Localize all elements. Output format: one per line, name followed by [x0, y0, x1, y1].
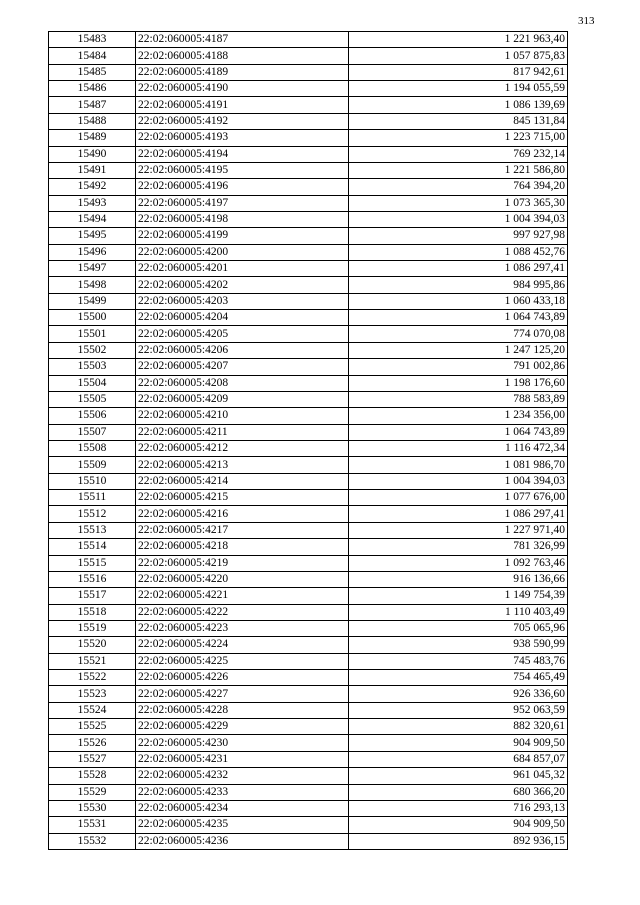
cadastral-value-cell: 1 110 403,49: [349, 604, 568, 620]
cadastral-value-cell: 1 221 586,80: [349, 162, 568, 178]
row-number-cell: 15510: [49, 473, 136, 489]
cadastral-value-cell: 1 223 715,00: [349, 130, 568, 146]
cadastral-value-cell: 1 149 754,39: [349, 588, 568, 604]
cadastral-value-cell: 1 194 055,59: [349, 81, 568, 97]
cadastral-value-cell: 984 995,86: [349, 277, 568, 293]
row-number-cell: 15525: [49, 719, 136, 735]
row-number-cell: 15519: [49, 620, 136, 636]
cadastral-number-cell: 22:02:060005:4214: [136, 473, 349, 489]
cadastral-value-cell: 938 590,99: [349, 637, 568, 653]
row-number-cell: 15505: [49, 391, 136, 407]
row-number-cell: 15502: [49, 342, 136, 358]
row-number-cell: 15488: [49, 113, 136, 129]
table-row: [49, 784, 568, 800]
table-row: [49, 473, 568, 489]
row-number-cell: 15512: [49, 506, 136, 522]
cadastral-number-cell: 22:02:060005:4202: [136, 277, 349, 293]
table-row: [49, 604, 568, 620]
cadastral-value-cell: 892 936,15: [349, 833, 568, 849]
cadastral-value-cell: 1 057 875,83: [349, 48, 568, 64]
cadastral-number-cell: 22:02:060005:4198: [136, 211, 349, 227]
table-row: [49, 162, 568, 178]
table-row: [49, 228, 568, 244]
table-row: [49, 555, 568, 571]
cadastral-value-cell: 680 366,20: [349, 784, 568, 800]
row-number-cell: 15531: [49, 817, 136, 833]
cadastral-number-cell: 22:02:060005:4193: [136, 130, 349, 146]
row-number-cell: 15504: [49, 375, 136, 391]
cadastral-value-cell: 1 092 763,46: [349, 555, 568, 571]
cadastral-number-cell: 22:02:060005:4222: [136, 604, 349, 620]
cadastral-number-cell: 22:02:060005:4234: [136, 800, 349, 816]
cadastral-value-cell: 1 227 971,40: [349, 522, 568, 538]
row-number-cell: 15494: [49, 211, 136, 227]
cadastral-value-cell: 684 857,07: [349, 751, 568, 767]
cadastral-number-cell: 22:02:060005:4215: [136, 490, 349, 506]
table-row: [49, 48, 568, 64]
table-row: [49, 146, 568, 162]
table-row: [49, 375, 568, 391]
row-number-cell: 15518: [49, 604, 136, 620]
table-row: [49, 735, 568, 751]
cadastral-value-cell: 845 131,84: [349, 113, 568, 129]
cadastral-value-cell: 754 465,49: [349, 670, 568, 686]
cadastral-number-cell: 22:02:060005:4207: [136, 359, 349, 375]
cadastral-number-cell: 22:02:060005:4201: [136, 261, 349, 277]
row-number-cell: 15506: [49, 408, 136, 424]
cadastral-number-cell: 22:02:060005:4188: [136, 48, 349, 64]
table-row: [49, 32, 568, 48]
row-number-cell: 15496: [49, 244, 136, 260]
cadastral-value-cell: 769 232,14: [349, 146, 568, 162]
cadastral-value-cell: 882 320,61: [349, 719, 568, 735]
table-row: [49, 833, 568, 849]
cadastral-number-cell: 22:02:060005:4211: [136, 424, 349, 440]
table-row: [49, 261, 568, 277]
table-body: [49, 32, 568, 850]
cadastral-number-cell: 22:02:060005:4190: [136, 81, 349, 97]
row-number-cell: 15515: [49, 555, 136, 571]
row-number-cell: 15498: [49, 277, 136, 293]
table-row: [49, 539, 568, 555]
row-number-cell: 15501: [49, 326, 136, 342]
row-number-cell: 15513: [49, 522, 136, 538]
cadastral-number-cell: 22:02:060005:4208: [136, 375, 349, 391]
cadastral-number-cell: 22:02:060005:4229: [136, 719, 349, 735]
table-row: [49, 440, 568, 456]
cadastral-value-cell: 952 063,59: [349, 702, 568, 718]
table-row: [49, 130, 568, 146]
row-number-cell: 15507: [49, 424, 136, 440]
table-row: [49, 522, 568, 538]
cadastral-value-cell: 774 070,08: [349, 326, 568, 342]
cadastral-number-cell: 22:02:060005:4223: [136, 620, 349, 636]
cadastral-value-cell: 904 909,50: [349, 817, 568, 833]
cadastral-value-cell: 1 004 394,03: [349, 473, 568, 489]
cadastral-number-cell: 22:02:060005:4218: [136, 539, 349, 555]
cadastral-value-cell: 1 116 472,34: [349, 440, 568, 456]
row-number-cell: 15487: [49, 97, 136, 113]
cadastral-value-cell: 788 583,89: [349, 391, 568, 407]
row-number-cell: 15529: [49, 784, 136, 800]
cadastral-value-cell: 705 065,96: [349, 620, 568, 636]
cadastral-number-cell: 22:02:060005:4231: [136, 751, 349, 767]
row-number-cell: 15484: [49, 48, 136, 64]
table-row: [49, 97, 568, 113]
table-row: [49, 653, 568, 669]
table-row: [49, 424, 568, 440]
cadastral-value-cell: 817 942,61: [349, 64, 568, 80]
table-row: [49, 113, 568, 129]
row-number-cell: 15530: [49, 800, 136, 816]
cadastral-value-cell: 1 073 365,30: [349, 195, 568, 211]
cadastral-number-cell: 22:02:060005:4210: [136, 408, 349, 424]
cadastral-value-cell: 1 060 433,18: [349, 293, 568, 309]
table-row: [49, 179, 568, 195]
cadastral-number-cell: 22:02:060005:4189: [136, 64, 349, 80]
row-number-cell: 15524: [49, 702, 136, 718]
table-row: [49, 702, 568, 718]
table-row: [49, 81, 568, 97]
cadastral-number-cell: 22:02:060005:4205: [136, 326, 349, 342]
cadastral-number-cell: 22:02:060005:4219: [136, 555, 349, 571]
cadastral-number-cell: 22:02:060005:4200: [136, 244, 349, 260]
row-number-cell: 15483: [49, 32, 136, 48]
row-number-cell: 15509: [49, 457, 136, 473]
table-row: [49, 408, 568, 424]
cadastral-value-cell: 1 086 139,69: [349, 97, 568, 113]
cadastral-value-cell: 1 198 176,60: [349, 375, 568, 391]
cadastral-number-cell: 22:02:060005:4194: [136, 146, 349, 162]
cadastral-value-cell: 764 394,20: [349, 179, 568, 195]
page-number: 313: [578, 15, 595, 27]
cadastral-value-cell: 1 221 963,40: [349, 32, 568, 48]
cadastral-number-cell: 22:02:060005:4225: [136, 653, 349, 669]
table-row: [49, 670, 568, 686]
cadastral-value-cell: 1 088 452,76: [349, 244, 568, 260]
table-row: [49, 686, 568, 702]
cadastral-number-cell: 22:02:060005:4236: [136, 833, 349, 849]
table-row: [49, 342, 568, 358]
cadastral-value-cell: 961 045,32: [349, 768, 568, 784]
row-number-cell: 15532: [49, 833, 136, 849]
cadastral-value-cell: 791 002,86: [349, 359, 568, 375]
cadastral-number-cell: 22:02:060005:4209: [136, 391, 349, 407]
table-row: [49, 64, 568, 80]
row-number-cell: 15521: [49, 653, 136, 669]
table-row: [49, 195, 568, 211]
table-row: [49, 277, 568, 293]
row-number-cell: 15499: [49, 293, 136, 309]
cadastral-number-cell: 22:02:060005:4191: [136, 97, 349, 113]
cadastral-number-cell: 22:02:060005:4227: [136, 686, 349, 702]
cadastral-value-cell: 926 336,60: [349, 686, 568, 702]
cadastral-number-cell: 22:02:060005:4233: [136, 784, 349, 800]
cadastral-value-cell: 1 234 356,00: [349, 408, 568, 424]
cadastral-number-cell: 22:02:060005:4212: [136, 440, 349, 456]
cadastral-number-cell: 22:02:060005:4221: [136, 588, 349, 604]
cadastral-number-cell: 22:02:060005:4224: [136, 637, 349, 653]
table-row: [49, 719, 568, 735]
cadastral-number-cell: 22:02:060005:4230: [136, 735, 349, 751]
table-row: [49, 457, 568, 473]
row-number-cell: 15486: [49, 81, 136, 97]
cadastral-value-cell: 1 064 743,89: [349, 424, 568, 440]
row-number-cell: 15491: [49, 162, 136, 178]
cadastral-value-cell: 916 136,66: [349, 571, 568, 587]
table-row: [49, 293, 568, 309]
cadastral-number-cell: 22:02:060005:4204: [136, 310, 349, 326]
cadastral-number-cell: 22:02:060005:4226: [136, 670, 349, 686]
row-number-cell: 15500: [49, 310, 136, 326]
table-row: [49, 326, 568, 342]
cadastral-value-cell: 1 247 125,20: [349, 342, 568, 358]
table-row: [49, 571, 568, 587]
row-number-cell: 15508: [49, 440, 136, 456]
row-number-cell: 15522: [49, 670, 136, 686]
table-row: [49, 490, 568, 506]
cadastral-value-table: [48, 31, 568, 850]
row-number-cell: 15514: [49, 539, 136, 555]
cadastral-value-cell: 1 086 297,41: [349, 506, 568, 522]
cadastral-value-cell: 1 004 394,03: [349, 211, 568, 227]
cadastral-value-cell: 1 077 676,00: [349, 490, 568, 506]
row-number-cell: 15526: [49, 735, 136, 751]
table-row: [49, 211, 568, 227]
row-number-cell: 15493: [49, 195, 136, 211]
cadastral-number-cell: 22:02:060005:4196: [136, 179, 349, 195]
table-row: [49, 620, 568, 636]
cadastral-number-cell: 22:02:060005:4206: [136, 342, 349, 358]
row-number-cell: 15527: [49, 751, 136, 767]
cadastral-number-cell: 22:02:060005:4228: [136, 702, 349, 718]
row-number-cell: 15516: [49, 571, 136, 587]
table-row: [49, 506, 568, 522]
cadastral-number-cell: 22:02:060005:4199: [136, 228, 349, 244]
row-number-cell: 15492: [49, 179, 136, 195]
table-row: [49, 359, 568, 375]
table-row: [49, 768, 568, 784]
cadastral-number-cell: 22:02:060005:4192: [136, 113, 349, 129]
row-number-cell: 15511: [49, 490, 136, 506]
table-row: [49, 817, 568, 833]
cadastral-number-cell: 22:02:060005:4232: [136, 768, 349, 784]
cadastral-number-cell: 22:02:060005:4195: [136, 162, 349, 178]
table-row: [49, 800, 568, 816]
cadastral-number-cell: 22:02:060005:4216: [136, 506, 349, 522]
row-number-cell: 15490: [49, 146, 136, 162]
cadastral-value-cell: 1 086 297,41: [349, 261, 568, 277]
cadastral-number-cell: 22:02:060005:4235: [136, 817, 349, 833]
cadastral-value-cell: 716 293,13: [349, 800, 568, 816]
row-number-cell: 15497: [49, 261, 136, 277]
cadastral-number-cell: 22:02:060005:4197: [136, 195, 349, 211]
cadastral-number-cell: 22:02:060005:4217: [136, 522, 349, 538]
table-row: [49, 244, 568, 260]
cadastral-value-cell: 904 909,50: [349, 735, 568, 751]
table-row: [49, 391, 568, 407]
cadastral-value-cell: 1 064 743,89: [349, 310, 568, 326]
row-number-cell: 15523: [49, 686, 136, 702]
cadastral-number-cell: 22:02:060005:4187: [136, 32, 349, 48]
row-number-cell: 15528: [49, 768, 136, 784]
row-number-cell: 15489: [49, 130, 136, 146]
row-number-cell: 15503: [49, 359, 136, 375]
row-number-cell: 15485: [49, 64, 136, 80]
cadastral-value-cell: 745 483,76: [349, 653, 568, 669]
cadastral-value-cell: 781 326,99: [349, 539, 568, 555]
row-number-cell: 15495: [49, 228, 136, 244]
cadastral-number-cell: 22:02:060005:4203: [136, 293, 349, 309]
cadastral-number-cell: 22:02:060005:4220: [136, 571, 349, 587]
table-row: [49, 310, 568, 326]
table-row: [49, 751, 568, 767]
table-row: [49, 637, 568, 653]
cadastral-value-cell: 1 081 986,70: [349, 457, 568, 473]
row-number-cell: 15520: [49, 637, 136, 653]
cadastral-number-cell: 22:02:060005:4213: [136, 457, 349, 473]
table-row: [49, 588, 568, 604]
cadastral-value-cell: 997 927,98: [349, 228, 568, 244]
row-number-cell: 15517: [49, 588, 136, 604]
